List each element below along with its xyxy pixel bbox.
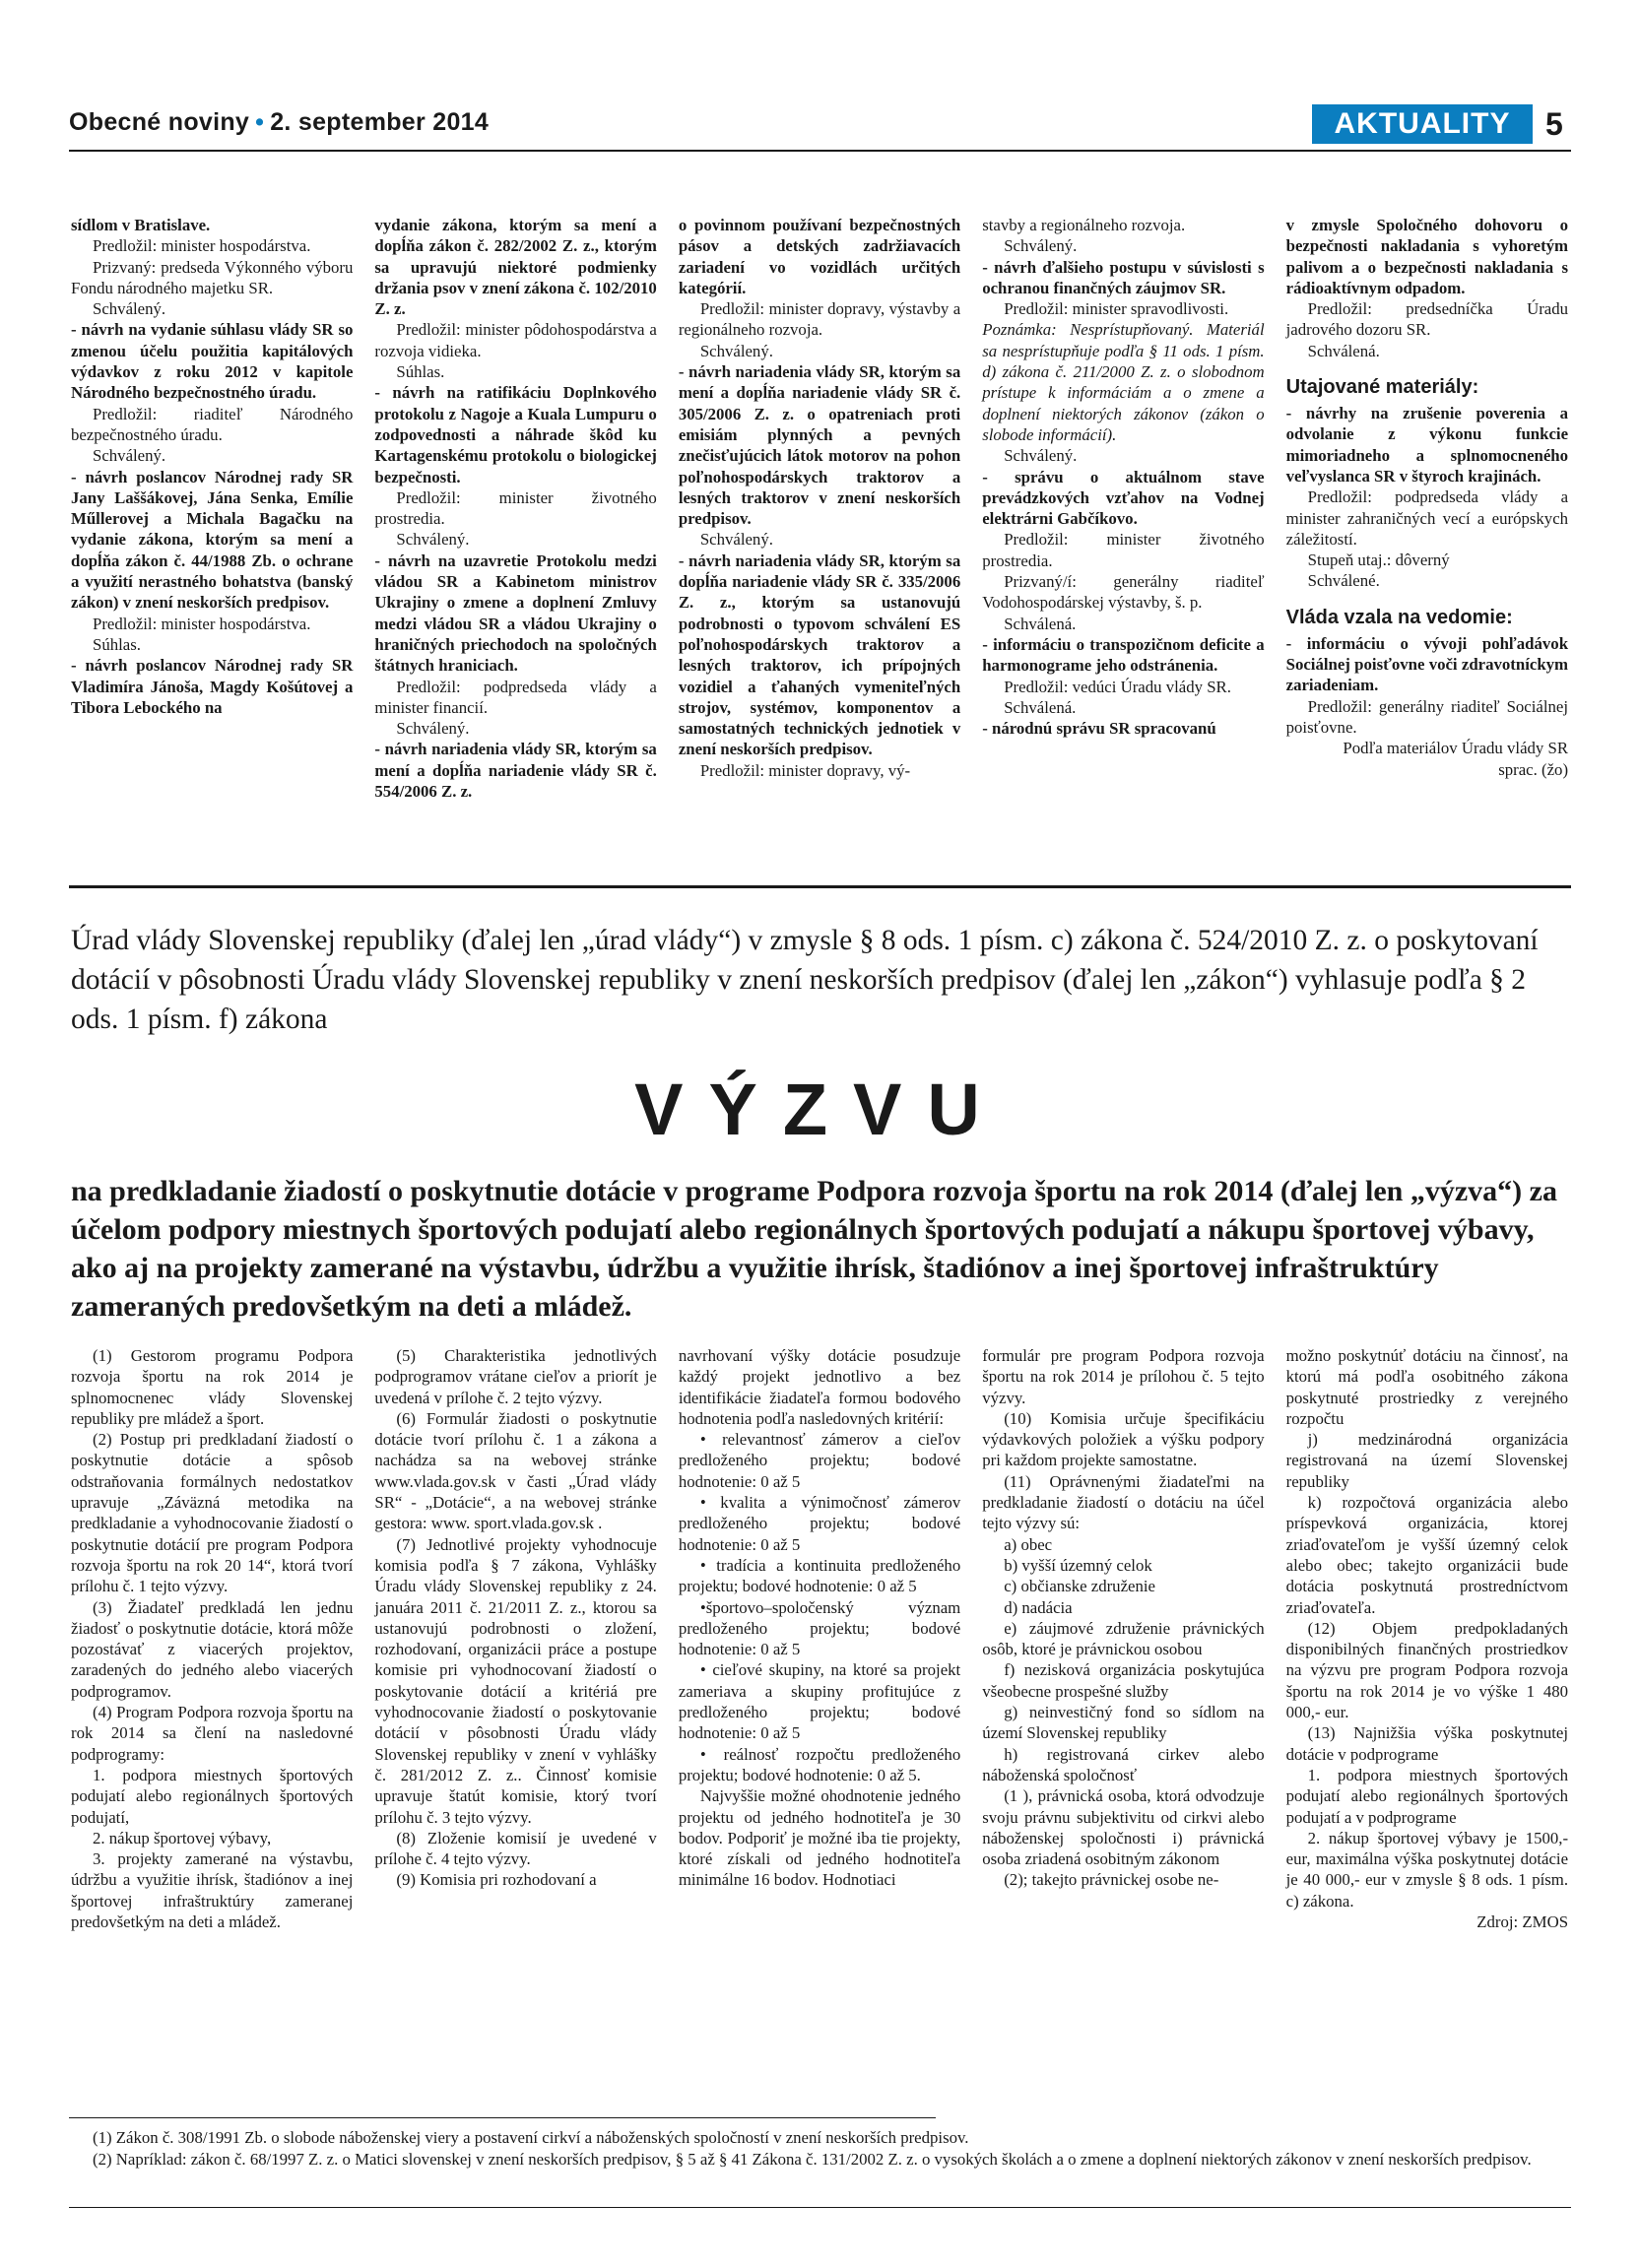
paragraph: - návrh na vydanie súhlasu vlády SR so zmenou účelu použitia kapitálových výdavkov z roku 2012 v kapitole Národného bezpečnostného úradu.	[71, 320, 354, 403]
paragraph: Predložil: minister hospodárstva.	[93, 236, 311, 256]
paragraph: Schválený.	[1004, 236, 1078, 256]
paragraph: •športovo–spoločenský význam predloženého projektu; bodové hodnotenie: 0 až 5	[678, 1597, 961, 1659]
subsection-heading: Vláda vzala na vedomie:	[1285, 606, 1513, 628]
paragraph: vydanie zákona, ktorým sa mení a dopĺňa zákon č. 282/2002 Z. z., ktorým sa upravujú niektoré podmienky držania psov v znení zákona č. 102/2010 Z. z.	[374, 216, 657, 319]
paragraph: Schválený.	[396, 719, 470, 739]
text-column	[1286, 1345, 1568, 2104]
paragraph: Predložil: riaditeľ Národného bezpečnostného úradu.	[71, 404, 354, 444]
paragraph: • relevantnosť zámerov a cieľov predloženého projektu; bodové hodnotenie: 0 až 5	[678, 1430, 961, 1491]
text-column	[71, 1345, 353, 2104]
paragraph: Predložil: minister dopravy, výstavby a regionálneho rozvoja.	[678, 299, 961, 340]
paragraph: - návrh poslancov Národnej rady SR Vladimíra Jánoša, Magdy Košútovej a Tibora Lebockého na	[71, 656, 354, 717]
text-column	[982, 1345, 1264, 2104]
paragraph: stavby a regionálneho rozvoja.	[982, 216, 1186, 234]
paragraph: e) záujmové združenie právnických osôb, ktoré je právnickou osobou	[982, 1618, 1265, 1659]
paragraph: Schválený.	[1004, 446, 1078, 466]
paragraph: - správu o aktuálnom stave prevádzkových vzťahov na Vodnej elektrárni Gabčíkovo.	[982, 467, 1265, 529]
paragraph: j) medzinárodná organizácia registrovaná na území Slovenskej republiky	[1285, 1430, 1569, 1491]
paragraph: Predložil: vedúci Úradu vlády SR.	[1004, 677, 1231, 696]
call-subtitle: na predkladanie žiadostí o poskytnutie dotácie v programe Podpora rozvoja športu na rok 2014 (ďalej len „výzva“) za účelom podpory miestnych športových podujatí alebo regionálnych športových podujatí a nákupu športovej výbavy, ako aj na projekty zamerané na výstavbu, údržbu a využitie ihrísk, štadiónov a inej športovej infraštruktúry zameraných predovšetkým na deti a mládež.	[71, 1175, 1557, 1323]
paragraph: (11) Oprávnenými žiadateľmi na predkladanie žiadostí o dotáciu na účel tejto výzvy sú:	[982, 1471, 1265, 1533]
paragraph: (2) Postup pri predkladaní žiadostí o poskytnutie dotácie a spôsob odstraňovania formálnych nedostatkov upravuje „Záväzná metodika na predkladanie a vyhodnocovanie žiadostí o poskytnutie dotácií pre program Podpora rozvoja športu na rok 20 14“, ktorá tvorí prílohu č. 1 tejto výzvy.	[71, 1430, 354, 1596]
paragraph: 3. projekty zamerané na výstavbu, údržbu a využitie ihrísk, štadiónov a inej športovej infraštruktúry zameranej predovšetkým na deti a mládež.	[71, 1849, 354, 1932]
paragraph: 1. podpora miestnych športových podujatí alebo regionálnych športových podujatí a v podprograme	[1285, 1765, 1569, 1827]
paragraph: Predložil: generálny riaditeľ Sociálnej poisťovne.	[1285, 696, 1569, 737]
paragraph: Schválený.	[699, 341, 773, 360]
text-column	[71, 215, 353, 865]
paragraph: Súhlas.	[93, 634, 141, 654]
paragraph: (12) Objem predpokladaných disponibilných finančných prostriedkov na výzvu pre program Podpora rozvoja športu na rok 2014 je vo výške 1 480 000,- eur.	[1285, 1618, 1569, 1722]
footnotes	[71, 2127, 1568, 2170]
paragraph: (8) Zloženie komisií je uvedené v prílohe č. 4 tejto výzvy.	[374, 1828, 657, 1869]
paragraph: 2. nákup športovej výbavy,	[93, 1828, 272, 1847]
paragraph: Prizvaný/í: generálny riaditeľ Vodohospodárskej výstavby, š. p.	[982, 572, 1265, 613]
masthead	[69, 108, 489, 137]
paragraph: o povinnom používaní bezpečnostných pásov a detských zadržiavacích zariadení vo vozidlách určitých kategórií.	[678, 216, 961, 297]
government-news-columns	[71, 215, 1568, 865]
paragraph: Schválený.	[93, 446, 166, 466]
paragraph: formulár pre program Podpora rozvoja športu na rok 2014 je prílohou č. 5 tejto výzvy.	[982, 1346, 1265, 1407]
page-header	[69, 104, 1571, 144]
paragraph: Súhlas.	[396, 362, 445, 382]
paragraph: Schválený.	[699, 530, 773, 550]
text-column	[374, 1345, 656, 2104]
paragraph: (3) Žiadateľ predkladá len jednu žiadosť o poskytnutie dotácie, ktorá môže pozostávať z viacerých projektov, zaradených do jedného alebo viacerých podprogramov.	[71, 1597, 354, 1701]
paragraph: Schválená.	[1004, 614, 1077, 633]
paragraph: - návrh na uzavretie Protokolu medzi vládou SR a Kabinetom ministrov Ukrajiny o zmene a doplnení Zmluvy medzi vládou SR a vládou Ukrajiny o hraničných priechodoch na spoločných štátnych hraniciach.	[374, 551, 657, 676]
paragraph: Predložil: minister pôdohospodárstva a rozvoja vidieka.	[374, 320, 657, 360]
paragraph: Najvyššie možné ohodnotenie jedného projektu od jedného hodnotiteľa je 30 bodov. Podporiť je možné iba tie projekty, ktoré získali od jedného hodnotiteľa minimálne 16 bodov. Hodnotiaci	[678, 1786, 961, 1890]
paragraph: - návrh ďalšieho postupu v súvislosti s ochranou finančných záujmov SR.	[982, 257, 1265, 297]
paragraph: (10) Komisia určuje špecifikáciu výdavkových položiek a výšku podpory pri každom projekte samostatne.	[982, 1408, 1265, 1470]
paragraph: a) obec	[1004, 1534, 1053, 1554]
paragraph: - návrh nariadenia vlády SR, ktorým sa dopĺňa nariadenie vlády SR č. 335/2006 Z. z., ktorým sa ustanovujú podrobnosti o typovom schválení ES poľnohospodárskych traktorov a lesných traktorov, ich prípojných vozidiel a ťahaných vymeniteľných strojov, systémov, komponentov a samostatných technických jednotiek v znení neskorších predpisov.	[678, 551, 961, 759]
section-divider	[69, 885, 1571, 888]
paragraph: - návrh nariadenia vlády SR, ktorým sa mení a dopĺňa nariadenie vlády SR č. 305/2006 Z. z. o opatreniach proti emisiám plynných a pevných znečisťujúcich látok motorov na pohon poľnohospodárskych traktorov a lesných traktorov v znení neskorších predpisov.	[678, 362, 961, 529]
paragraph: Predložil: minister spravodlivosti.	[1004, 299, 1229, 319]
paragraph: f) nezisková organizácia poskytujúca všeobecne prospešné služby	[982, 1660, 1265, 1701]
paragraph: Predložil: podpredseda vlády a minister zahraničných vecí a európskych záležitostí.	[1285, 487, 1569, 549]
paragraph: k) rozpočtová organizácia alebo príspevková organizácia, ktorej zriaďovateľom je vyšší územný celok alebo obec; takejto organizácii bude dotácia poskytnutá prostredníctvom zriaďovateľa.	[1285, 1493, 1569, 1617]
paragraph: navrhovaní výšky dotácie posudzuje každý projekt jednotlivo a bez identifikácie žiadateľa formou bodového hodnotenia podľa nasledovných kritérií:	[678, 1346, 961, 1428]
paragraph: (2); takejto právnickej osobe ne-	[1004, 1870, 1219, 1890]
paragraph: (5) Charakteristika jednotlivých podprogramov vrátane cieľov a priorít je uvedená v prílohe č. 2 tejto výzvy.	[374, 1346, 657, 1407]
paragraph: b) vyšší územný celok	[1004, 1555, 1152, 1575]
paragraph: • reálnosť rozpočtu predloženého projektu; bodové hodnotenie: 0 až 5.	[678, 1744, 961, 1784]
paragraph: možno poskytnúť dotáciu na činnosť, na ktorú má podľa osobitného zákona poskytnuté prostriedky z verejného rozpočtu	[1285, 1346, 1569, 1428]
paragraph: (9) Komisia pri rozhodovaní a	[396, 1870, 597, 1890]
paragraph: Predložil: minister hospodárstva.	[93, 614, 311, 633]
text-column	[374, 215, 656, 865]
paragraph: Podľa materiálov Úradu vlády SR sprac. (žo)	[1343, 739, 1569, 779]
paragraph: 1. podpora miestnych športových podujatí alebo regionálnych športových podujatí,	[71, 1765, 354, 1827]
paragraph: Predložil: podpredseda vlády a minister financií.	[374, 677, 657, 717]
paragraph: Schválená.	[1307, 341, 1380, 360]
footnote: (2) Napríklad: zákon č. 68/1997 Z. z. o Matici slovenskej v znení neskorších predpisov, § 5 až § 41 Zákona č. 131/2002 Z. z. o vysokých školách a o zmene a doplnení niektorých zákonov v znení neskorších predpisov.	[93, 2149, 1532, 2169]
paragraph: - návrh nariadenia vlády SR, ktorým sa mení a dopĺňa nariadenie vlády SR č. 554/2006 Z. z.	[374, 740, 657, 802]
paragraph: Schválený.	[396, 530, 470, 550]
publication-name: Obecné noviny	[69, 108, 250, 136]
paragraph: Schválená.	[1004, 697, 1077, 717]
paragraph: Stupeň utaj.: dôverný	[1307, 551, 1450, 570]
footnote: (1) Zákon č. 308/1991 Zb. o slobode náboženskej viery a postavení cirkví a náboženských spoločností v znení neskorších predpisov.	[93, 2128, 969, 2147]
paragraph: • tradícia a kontinuita predloženého projektu; bodové hodnotenie: 0 až 5	[678, 1555, 961, 1596]
header-rule	[69, 150, 1571, 152]
paragraph: Predložil: minister životného prostredia.	[374, 487, 657, 529]
paragraph: Zdroj: ZMOS	[1476, 1912, 1569, 1932]
paragraph: 2. nákup športovej výbavy je 1500,- eur, maximálna výška poskytnutej dotácie je 40 000,- eur v zmysle § 8 ods. 1 písm. c) zákona.	[1285, 1828, 1569, 1911]
paragraph: (4) Program Podpora rozvoja športu na rok 2014 sa člení na nasledovné podprogramy:	[71, 1703, 354, 1764]
bottom-rule	[69, 2207, 1571, 2208]
paragraph: d) nadácia	[1004, 1597, 1073, 1617]
paragraph: Schválené.	[1307, 571, 1380, 591]
paragraph: Predložil: minister životného prostredia.	[982, 530, 1265, 570]
section-badge: AKTUALITY	[1312, 104, 1533, 144]
paragraph: - informáciu o vývoji pohľadávok Sociálnej poisťovne voči zdravotníckym zariadeniam.	[1285, 633, 1569, 695]
paragraph: (7) Jednotlivé projekty vyhodnocuje komisia podľa § 7 zákona, Vyhlášky Úradu vlády Slovenskej republiky z 24. januára 2011 č. 21/2011 Z. z., ktorou sa ustanovujú podrobnosti o zložení, rozhodovaní, organizácii práce a postupe komisie pri vyhodnocovaní žiadostí o poskytovanie dotácií a kritériá pre vyhodnocovanie žiadostí o poskytovanie dotácií v pôsobnosti Úradu vlády Slovenskej republiky v znení v vyhlášky č. 281/2012 Z. z.. Činnosť komisie upravuje štatút komisie, ktorý tvorí prílohu č. 3 tejto výzvy.	[374, 1534, 657, 1827]
paragraph: sídlom v Bratislave.	[71, 216, 211, 234]
text-column	[679, 215, 960, 865]
paragraph: Predložil: predsedníčka Úradu jadrového dozoru SR.	[1285, 299, 1569, 340]
paragraph: - návrh na ratifikáciu Doplnkového protokolu z Nagoje a Kuala Lumpuru o zodpovednosti a náhrade škôd ku Kartagenskému protokolu o biologickej bezpečnosti.	[374, 383, 657, 486]
paragraph: v zmysle Spoločného dohovoru o bezpečnosti nakladania s vyhoretým palivom a o bezpečnosti nakladania s rádioaktívnym odpadom.	[1285, 216, 1569, 297]
paragraph: (1 ), právnická osoba, ktorá odvodzuje svoju právnu subjektivitu od cirkvi alebo náboženskej spoločnosti i) právnická osoba zriadená osobitným zákonom	[982, 1786, 1265, 1869]
text-column	[679, 1345, 960, 2104]
paragraph: c) občianske združenie	[1004, 1577, 1155, 1596]
paragraph: Poznámka: Nesprístupňovaný. Materiál sa nesprístupňuje podľa § 11 ods. 1 písm. d) zákona č. 211/2000 Z. z. o slobodnom prístupe k informáciám a o zmene a doplnení niektorých zákonov (zákon o slobode informácií).	[982, 320, 1265, 444]
paragraph: • cieľové skupiny, na ktoré sa projekt zameriava a skupiny profitujúce z predloženého projektu; bodové hodnotenie: 0 až 5	[678, 1660, 961, 1743]
paragraph: Schválený.	[93, 299, 166, 319]
paragraph: (13) Najnižšia výška poskytnutej dotácie v podprograme	[1285, 1723, 1569, 1764]
paragraph: - návrhy na zrušenie poverenia a odvolanie z výkonu funkcie mimoriadneho a splnomocneného veľvyslanca SR v štyroch krajinách.	[1285, 404, 1569, 486]
call-headline: VÝZVU	[634, 1069, 1006, 1150]
paragraph: Prizvaný: predseda Výkonného výboru Fondu národného majetku SR.	[71, 257, 354, 297]
paragraph: (6) Formulár žiadosti o poskytnutie dotácie tvorí prílohu č. 1 a zákona a nachádza sa na webovej stránke www.vlada.gov.sk v časti „Úrad vlády SR“ - „Dotácie“, a na webovej stránke gestora: www. sport.vlada.gov.sk .	[374, 1408, 657, 1533]
paragraph: - návrh poslancov Národnej rady SR Jany Laššákovej, Jána Senka, Emílie Műllerovej a Michala Bagačku na vydanie zákona, ktorým sa mení a dopĺňa zákon č. 44/1988 Zb. o ochrane a využití nerastného bohatstva (banský zákon) v znení neskorších predpisov.	[71, 467, 354, 613]
issue-date: 2. september 2014	[270, 108, 490, 136]
paragraph: - národnú správu SR spracovanú	[982, 719, 1216, 739]
paragraph: • kvalita a výnimočnosť zámerov predloženého projektu; bodové hodnotenie: 0 až 5	[678, 1493, 961, 1554]
paragraph: g) neinvestičný fond so sídlom na území Slovenskej republiky	[982, 1703, 1265, 1743]
text-column	[982, 215, 1264, 865]
call-body-columns	[71, 1345, 1568, 2104]
separator-dot: •	[255, 108, 265, 136]
call-intro-text: Úrad vlády Slovenskej republiky (ďalej len „úrad vlády“) v zmysle § 8 ods. 1 písm. c) zákona č. 524/2010 Z. z. o poskytovaní dotácií v pôsobnosti Úradu vlády Slovenskej republiky v znení neskorších predpisov (ďalej len „zákon“) vyhlasuje podľa § 2 ods. 1 písm. f) zákona	[71, 925, 1539, 1035]
paragraph: h) registrovaná cirkev alebo náboženská spoločnosť	[982, 1744, 1265, 1784]
subsection-heading: Utajované materiály:	[1285, 376, 1479, 399]
paragraph: - informáciu o transpozičnom deficite a harmonograme jeho odstránenia.	[982, 634, 1265, 676]
paragraph: Predložil: minister dopravy, vý-	[699, 760, 911, 780]
page-number: 5	[1545, 106, 1563, 142]
paragraph: (1) Gestorom programu Podpora rozvoja športu na rok 2014 je splnomocnenec vlády Slovenskej republiky pre mládež a šport.	[71, 1346, 354, 1428]
footnote-rule	[69, 2117, 936, 2118]
text-column	[1286, 215, 1568, 865]
